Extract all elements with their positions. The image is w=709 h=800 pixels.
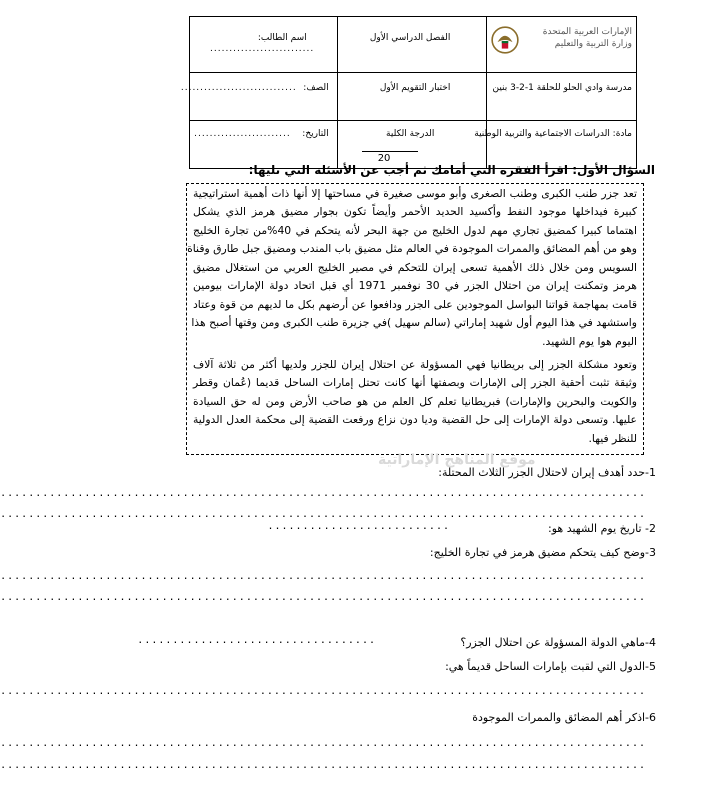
test-name: اختبار التقويم الأول [379, 83, 451, 93]
class-label: الصف: [303, 83, 329, 93]
passage-line: وثيقة تثبت أحقية الجزر إلى الإمارات وبصفتها أنها كانت تحتل إمارات الساحل قديما (عُمان وقطر [193, 376, 637, 389]
class-cell[interactable] [180, 73, 338, 121]
answer-line-1b[interactable]: ............................................................................................ [0, 509, 646, 520]
passage-line: هرمز وتمكنت إيران من احتلال الجزر في 30 نوفمبر 1971 أي قبل اتحاد دولة الإمارات بيومين [193, 279, 637, 292]
answer-line-3a[interactable]: ............................................................................................ [0, 571, 646, 582]
question-1: 1-حدد أهدف إيران لاحتلال الجزر الثلاث المحتلة: [438, 466, 656, 479]
passage-line: والكويت والبحرين والإمارات) فبريطانيا تعلم كل العلم من هو صاحب الأرض ومن له حق السيادة [193, 395, 637, 408]
passage-line: اليوم هوا يوم الشهيد. [542, 335, 637, 348]
date-field[interactable]: ......................... [194, 129, 291, 139]
school-name: مدرسة وادي الحلو للحلقة 1-2-3 بنين [492, 83, 632, 93]
grade-cell [337, 121, 487, 169]
passage-box [186, 183, 644, 455]
question-6: 6-اذكر أهم المضائق والممرات الموجودة [472, 711, 656, 724]
ministry-line-2: وزارة التربية والتعليم [554, 39, 632, 49]
ministry-cell [487, 17, 637, 73]
passage-line: كبيرة فيداخلها موجود النفط وأكسيد الحديد الأحمر وأيضاً تكون بجوار مضيق هرمز الذي يشكل [193, 205, 637, 218]
passage-line: للنظر فيها. [588, 432, 637, 445]
date-cell[interactable] [190, 121, 338, 169]
student-name-cell[interactable] [190, 17, 338, 73]
answer-line-1a[interactable]: ............................................................................................ [0, 488, 646, 499]
ministry-line-1: الإمارات العربية المتحدة [542, 27, 632, 37]
total-grade-label: الدرجة الكلية [386, 129, 435, 139]
student-name-field[interactable]: ........................... [210, 44, 315, 54]
passage-line: قامت بمهاجمة قواتنا البواسل الموجودين على الجزر ودافعوا عن أرضهم بكل ما لديهم من قوة وعتاد [193, 298, 637, 311]
passage-line: وتعود مشكلة الجزر إلى بريطانيا فهي المسؤولة عن احتلال إيران للجزر ولديها أكثر من ثلاثة آلاف [193, 358, 637, 371]
school-cell [487, 73, 637, 121]
answer-line-5[interactable]: ............................................................................................ [0, 686, 646, 697]
answer-line-6a[interactable]: ............................................................................................ [0, 738, 646, 749]
watermark: موقع المناهج الإماراتية [378, 452, 536, 468]
test-cell [337, 73, 487, 121]
section-title: السؤال الأول: اقرأ الفقرة التي أمامك ثم أجب عن الأسئلة التي تليها: [248, 163, 655, 177]
question-5: 5-الدول التي لقبت بإمارات الساحل قديماً هي: [445, 660, 656, 673]
answer-line-6b[interactable]: ............................................................................................ [0, 760, 646, 771]
passage-line: واستشهد في هذا اليوم أول شهيد إماراتي (سالم سهيل )في جزيرة طنب الكبرى ومن وقتها أصبح هذا [191, 316, 637, 329]
answer-line-4[interactable]: .................................. [137, 635, 376, 646]
passage-line: عليها. وتسعى دولة الإمارات إلى حل القضية وديا دون نزاع ورفعت القضية إلى محكمة العدل الدولية [193, 413, 637, 426]
passage-line: وهو من أهم المضائق والممرات الموجودة في العالم مثل مضيق باب المندب ومضيق جبل طارق وقناة [187, 242, 637, 255]
answer-line-2[interactable]: .......................... [267, 521, 450, 532]
grade-divider [362, 151, 418, 152]
semester-cell [337, 17, 487, 73]
total-grade: 20 [377, 153, 391, 164]
answer-line-3b[interactable]: ............................................................................................ [0, 592, 646, 603]
date-label: التاريخ: [302, 129, 329, 139]
uae-emblem-icon [490, 25, 520, 55]
question-4: 4-ماهي الدولة المسؤولة عن احتلال الجزر؟ [460, 636, 656, 649]
passage-line: تعد جزر طنب الكبرى وطنب الصغرى وأبو موسى صغيرة في مساحتها إلا أنها ذات أهمية استراتيجية [193, 187, 637, 200]
question-3: 3-وضح كيف يتحكم مضيق هرمز في تجارة الخليج: [429, 546, 656, 559]
header-table [180, 16, 637, 169]
class-field[interactable]: .............................. [180, 83, 297, 93]
subject: مادة: الدراسات الاجتماعية والتربية الوطنية [474, 129, 632, 139]
passage-line: اهتماما كبيرا كمضيق تجاري مهم لدول الخليج من جهة البحر لأنه يتحكم في 40%من تجارة الخليج [193, 224, 638, 237]
question-2: 2- تاريخ يوم الشهيد هو: [548, 522, 656, 535]
student-name-label: اسم الطالب: [257, 33, 307, 43]
semester: الفصل الدراسي الأول [369, 33, 451, 43]
passage-line: السويس ومن خلال ذلك الأهمية تسعى إيران للتحكم في مصير الخليج العربي من استغلال مضيق [193, 261, 637, 274]
subject-cell [474, 121, 637, 169]
